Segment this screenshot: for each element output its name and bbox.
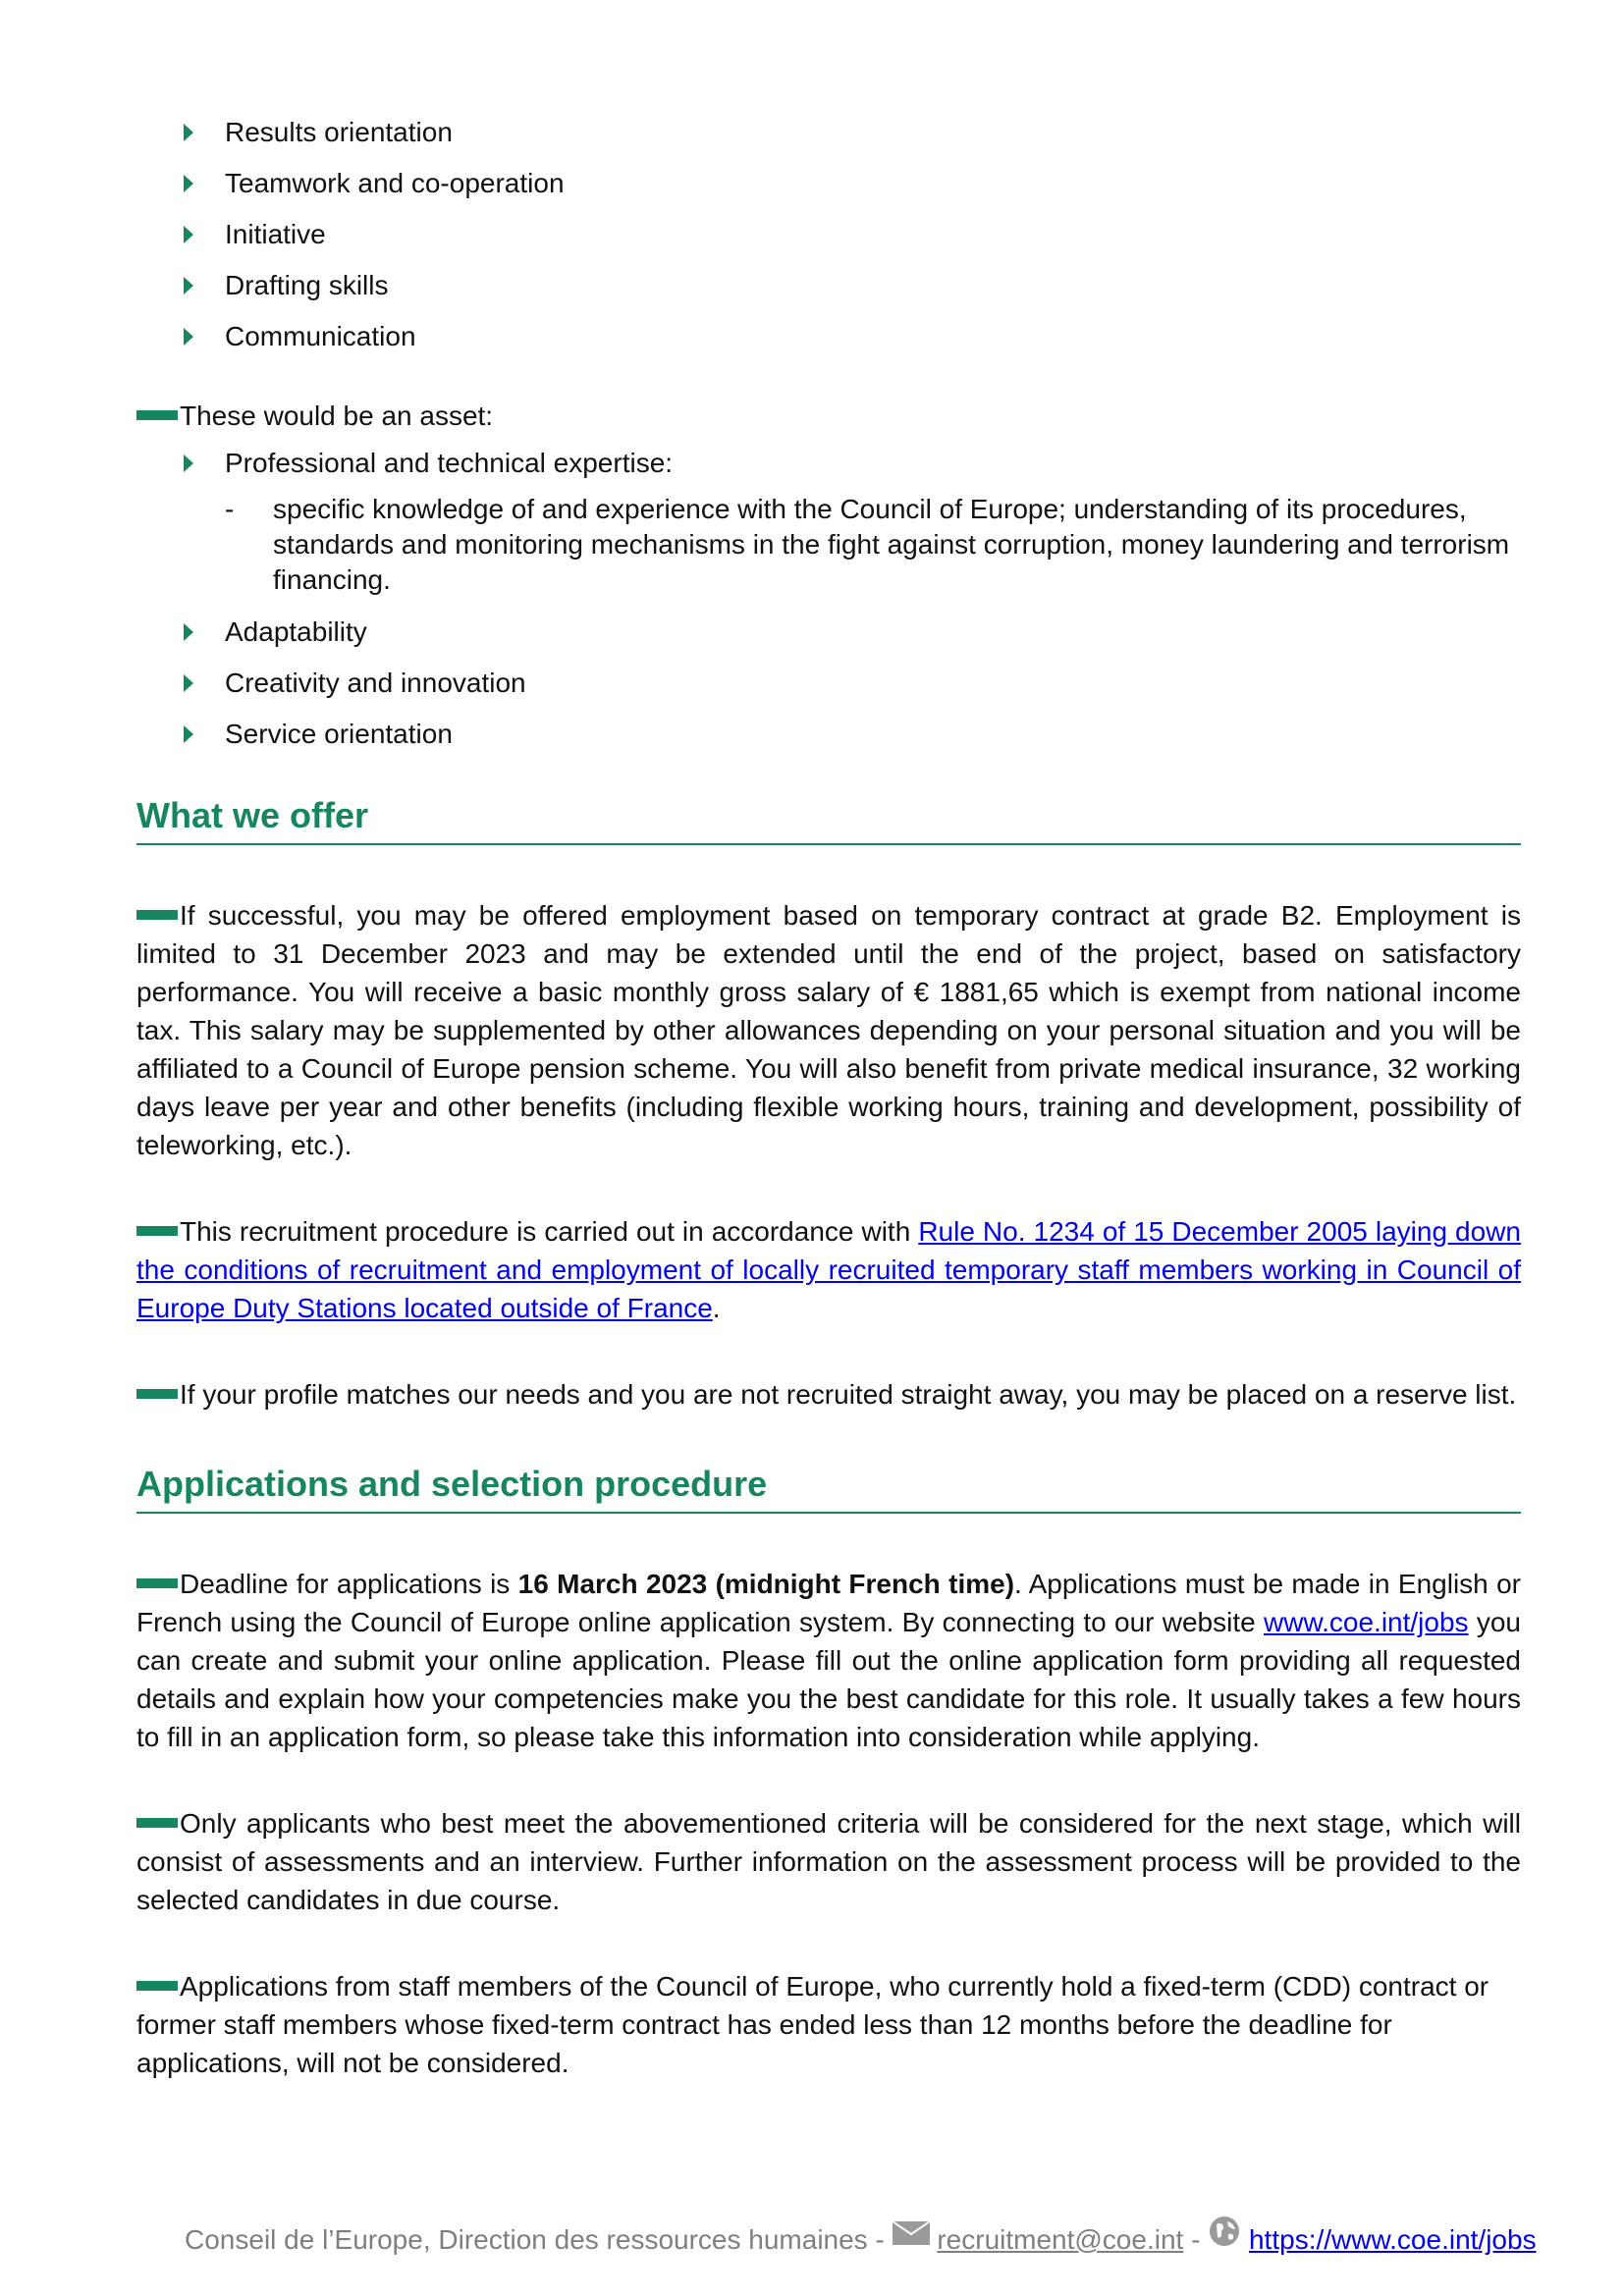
- green-bar-icon: [136, 1578, 178, 1588]
- green-bar-icon: [136, 910, 178, 920]
- rule-1234-link[interactable]: Rule No. 1234 of 15 December 2005 laying down the conditions of recruitment and employment of locally recruited temporary staff members working in Council of Europe Duty Stations located outside of France: [136, 1216, 1521, 1323]
- list-item: Service orientation: [184, 718, 1521, 751]
- green-bar-icon: [136, 1226, 178, 1236]
- triangle-bullet-icon: [184, 725, 193, 743]
- triangle-bullet-icon: [184, 328, 193, 346]
- triangle-bullet-icon: [184, 454, 193, 472]
- asset-list: [136, 447, 1521, 751]
- list-item: Adaptability: [184, 615, 1521, 649]
- list-item: Teamwork and co-operation: [184, 167, 1521, 200]
- offer-paragraph-rule: This recruitment procedure is carried out in accordance with Rule No. 1234 of 15 December 2005 laying down the conditions of recruitment and employment of locally recruited temporary staff members working in Council of Europe Duty Stations located outside of France.: [136, 1216, 1521, 1323]
- list-item: Drafting skills: [184, 269, 1521, 302]
- globe-icon: [1208, 2215, 1241, 2257]
- expertise-sublist: [225, 492, 1521, 598]
- green-bar-icon: [136, 1389, 178, 1399]
- dash-bullet-icon: -: [225, 494, 235, 524]
- list-item: Professional and technical expertise: - specific knowledge of and experience with the Council of Europe; understanding of its procedures, standards and monitoring mechanisms in the fight against corruption, money laundering and terrorism financing.: [184, 447, 1521, 598]
- triangle-bullet-icon: [184, 623, 193, 641]
- list-item: - specific knowledge of and experience with the Council of Europe; understanding of its procedures, standards and monitoring mechanisms in the fight against corruption, money laundering and terrorism financing.: [225, 494, 1510, 595]
- list-item: Creativity and innovation: [184, 667, 1521, 700]
- coe-website-link[interactable]: https://www.coe.int/jobs: [1248, 2223, 1537, 2255]
- page-content: [136, 116, 1521, 2082]
- applications-paragraph-deadline: Deadline for applications is 16 March 2023 (midnight French time). Applications must be made in English or French using the Council of Europe online application system. By connecting to our website www.coe.int/jobs you can create and submit your online application. Please fill out the online application form providing all requested details and explain how your competencies make you the best candidate for this role. It usually takes a few hours to fill in an application form, so please take this information into consideration while applying.: [136, 1569, 1521, 1752]
- applications-paragraph-staff: Applications from staff members of the Council of Europe, who currently hold a fixed-term (CDD) contract or former staff members whose fixed-term contract has ended less than 12 months before the deadline for applications, will not be considered.: [136, 1971, 1489, 2078]
- competencies-list: [136, 116, 1521, 353]
- applications-paragraph-shortlist: Only applicants who best meet the abovementioned criteria will be considered for the next stage, which will consist of assessments and an interview. Further information on the assessment process will be provided to the selected candidates in due course.: [136, 1808, 1521, 1915]
- triangle-bullet-icon: [184, 277, 193, 294]
- list-item: Results orientation: [184, 116, 1521, 149]
- green-bar-icon: [136, 1818, 178, 1828]
- section-heading-applications: Applications and selection procedure: [136, 1463, 1521, 1514]
- offer-paragraph-terms: If successful, you may be offered employment based on temporary contract at grade B2. Employment is limited to 31 December 2023 and may be extended until the end of the project, based on satisfactory performance. You will receive a basic monthly gross salary of € 1881,65 which is exempt from national income tax. This salary may be supplemented by other allowances depending on your personal situation and you will be affiliated to a Council of Europe pension scheme. You will also benefit from private medical insurance, 32 working days leave per year and other benefits (including flexible working hours, training and development, possibility of teleworking, etc.).: [136, 900, 1521, 1160]
- triangle-bullet-icon: [184, 674, 193, 692]
- recruitment-email-link[interactable]: recruitment@coe.int: [937, 2223, 1184, 2255]
- envelope-icon: [893, 2218, 930, 2254]
- list-item: Communication: [184, 320, 1521, 353]
- triangle-bullet-icon: [184, 124, 193, 141]
- offer-paragraph-reserve: If your profile matches our needs and you are not recruited straight away, you may be placed on a reserve list.: [136, 1375, 1521, 1414]
- section-heading-offer: What we offer: [136, 794, 1521, 845]
- asset-intro: These would be an asset:: [136, 397, 1521, 435]
- list-item: Initiative: [184, 218, 1521, 251]
- coe-jobs-link[interactable]: www.coe.int/jobs: [1264, 1607, 1469, 1637]
- page-footer: Conseil de l’Europe, Direction des ressources humaines - recruitment@coe.int - https://www.coe.int/jobs: [185, 2220, 1537, 2263]
- triangle-bullet-icon: [184, 226, 193, 243]
- green-bar-icon: [136, 410, 178, 420]
- triangle-bullet-icon: [184, 175, 193, 192]
- green-bar-icon: [136, 1981, 178, 1991]
